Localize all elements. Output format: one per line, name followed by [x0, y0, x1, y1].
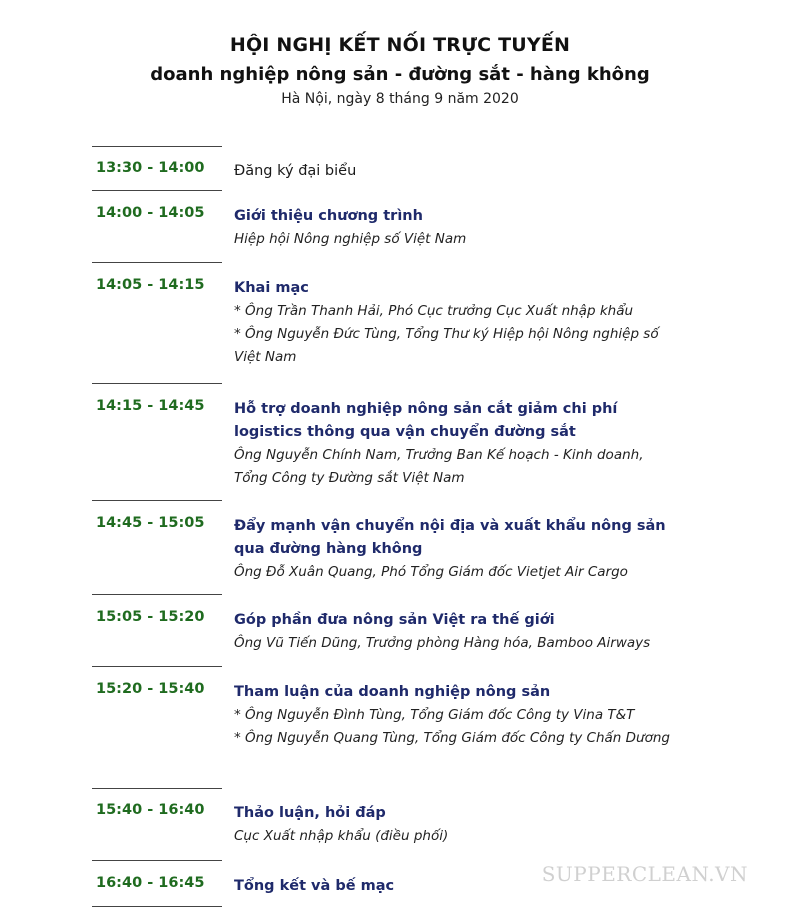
divider: [92, 666, 222, 667]
divider: [92, 594, 222, 595]
agenda-detail: Cục Xuất nhập khẩu (điều phối): [234, 828, 449, 844]
agenda-detail: Ông Vũ Tiến Dũng, Trưởng phòng Hàng hóa, Bamboo Airways: [234, 635, 651, 651]
agenda-detail: Ông Đỗ Xuân Quang, Phó Tổng Giám đốc Vietjet Air Cargo: [234, 564, 628, 580]
divider: [92, 860, 222, 861]
agenda-time: 13:30 - 14:00: [96, 160, 205, 176]
document-title: HỘI NGHỊ KẾT NỐI TRỰC TUYẾN: [229, 34, 571, 56]
agenda-topic: Khai mạc: [234, 280, 309, 296]
agenda-topic: Thảo luận, hỏi đáp: [234, 805, 386, 821]
divider: [92, 262, 222, 263]
agenda-time: 16:40 - 16:45: [96, 875, 205, 891]
agenda-topic: Tổng kết và bế mạc: [234, 878, 395, 894]
agenda-time: 14:05 - 14:15: [96, 277, 205, 293]
agenda-detail: * Ông Nguyễn Quang Tùng, Tổng Giám đốc Công ty Chấn Dương: [234, 727, 674, 750]
agenda-topic: Tham luận của doanh nghiệp nông sản: [234, 684, 551, 700]
agenda-topic: Đăng ký đại biểu: [234, 163, 357, 179]
agenda-topic: Hỗ trợ doanh nghiệp nông sản cắt giảm chi phí logistics thông qua vận chuyển đường sắt: [234, 401, 618, 440]
agenda-detail: * Ông Nguyễn Đình Tùng, Tổng Giám đốc Công ty Vina T&T: [234, 704, 674, 727]
agenda-detail: Hiệp hội Nông nghiệp số Việt Nam: [234, 231, 467, 247]
agenda-time: 15:40 - 16:40: [96, 802, 205, 818]
document-subtitle: doanh nghiệp nông sản - đường sắt - hàng không: [150, 64, 650, 85]
agenda-detail: * Ông Trần Thanh Hải, Phó Cục trưởng Cục Xuất nhập khẩu: [234, 300, 674, 323]
divider: [92, 146, 222, 147]
document-dateline: Hà Nội, ngày 8 tháng 9 năm 2020: [281, 91, 519, 107]
agenda-time: 15:20 - 15:40: [96, 681, 205, 697]
divider: [92, 190, 222, 191]
agenda-topic: Đẩy mạnh vận chuyển nội địa và xuất khẩu nông sản qua đường hàng không: [234, 518, 666, 557]
agenda-detail: Ông Nguyễn Chính Nam, Trưởng Ban Kế hoạch - Kinh doanh, Tổng Công ty Đường sắt Việt Nam: [234, 447, 644, 486]
divider: [92, 788, 222, 789]
agenda-time: 14:00 - 14:05: [96, 205, 205, 221]
divider: [92, 383, 222, 384]
agenda-time: 14:15 - 14:45: [96, 398, 205, 414]
agenda-topic: Giới thiệu chương trình: [234, 208, 423, 224]
agenda-time: 14:45 - 15:05: [96, 515, 205, 531]
divider: [92, 500, 222, 501]
agenda-time: 15:05 - 15:20: [96, 609, 205, 625]
agenda-topic: Góp phần đưa nông sản Việt ra thế giới: [234, 612, 555, 628]
divider: [92, 906, 222, 907]
agenda-detail: * Ông Nguyễn Đức Tùng, Tổng Thư ký Hiệp hội Nông nghiệp số Việt Nam: [234, 323, 674, 369]
watermark-text: SUPPERCLEAN.VN: [541, 862, 748, 886]
